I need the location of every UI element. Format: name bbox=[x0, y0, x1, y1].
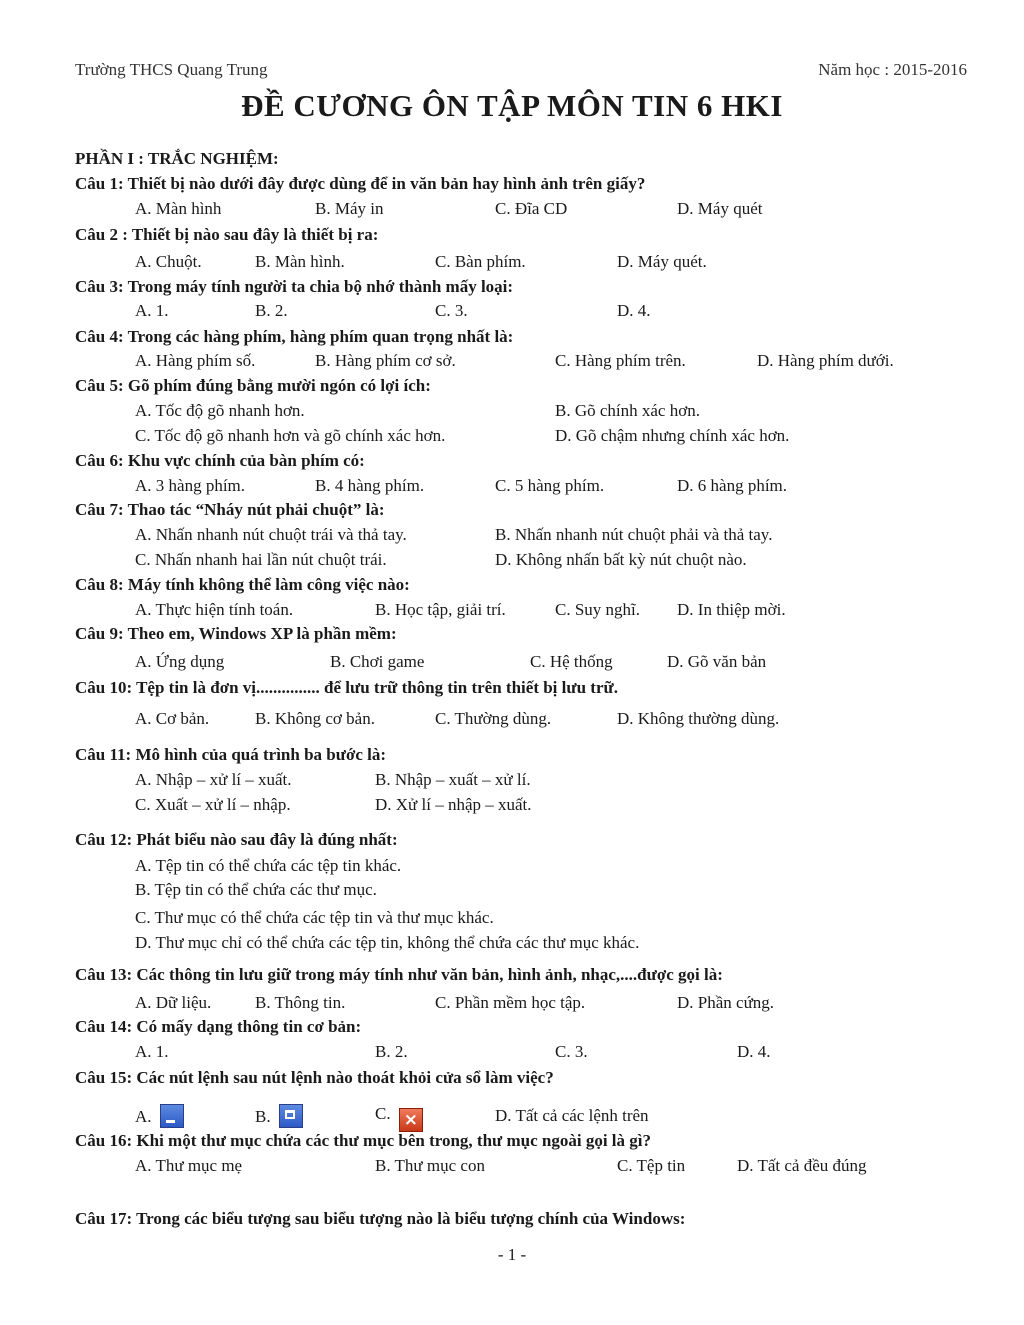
option-3c: C. 3. bbox=[435, 301, 468, 320]
option-1a: A. Màn hình bbox=[135, 199, 222, 218]
option-6b: B. 4 hàng phím. bbox=[315, 476, 425, 495]
option-15b bbox=[255, 1104, 303, 1128]
option-13b: B. Thông tin. bbox=[255, 993, 346, 1012]
option-12a: A. Tệp tin có thể chứa các tệp tin khác. bbox=[135, 856, 402, 875]
option-8d: D. In thiệp mời. bbox=[677, 600, 786, 619]
option-15b-label: B. bbox=[255, 1107, 271, 1126]
option-13c: C. Phần mềm học tập. bbox=[435, 993, 586, 1012]
option-8a: A. Thực hiện tính toán. bbox=[135, 600, 294, 619]
page-title: ĐỀ CƯƠNG ÔN TẬP MÔN TIN 6 HKI bbox=[241, 88, 783, 123]
option-15c bbox=[375, 1104, 423, 1132]
option-16d: D. Tất cả đều đúng bbox=[737, 1156, 867, 1175]
option-12d: D. Thư mục chỉ có thể chứa các tệp tin, không thể chứa các thư mục khác. bbox=[135, 933, 640, 952]
option-15c-label: C. bbox=[375, 1104, 391, 1123]
option-3a: A. 1. bbox=[135, 301, 169, 320]
question-5: Câu 5: Gõ phím đúng bằng mười ngón có lợi ích: bbox=[75, 376, 431, 395]
option-6c: C. 5 hàng phím. bbox=[495, 476, 605, 495]
school-name: Trường THCS Quang Trung bbox=[75, 60, 268, 79]
option-5a: A. Tốc độ gõ nhanh hơn. bbox=[135, 401, 305, 420]
page-number: - 1 - bbox=[497, 1245, 527, 1264]
option-6d: D. 6 hàng phím. bbox=[677, 476, 788, 495]
option-2b: B. Màn hình. bbox=[255, 252, 345, 271]
close-window-icon: × bbox=[399, 1108, 423, 1132]
option-5c: C. Tốc độ gõ nhanh hơn và gõ chính xác hơn. bbox=[135, 426, 446, 445]
option-14a: A. 1. bbox=[135, 1042, 169, 1061]
option-11b: B. Nhập – xuất – xử lí. bbox=[375, 770, 531, 789]
option-4b: B. Hàng phím cơ sở. bbox=[315, 351, 456, 370]
question-16: Câu 16: Khi một thư mục chứa các thư mục bên trong, thư mục ngoài gọi là gì? bbox=[75, 1131, 651, 1150]
option-8b: B. Học tập, giải trí. bbox=[375, 600, 506, 619]
option-15a-label: A. bbox=[135, 1107, 152, 1126]
option-12b: B. Tệp tin có thể chứa các thư mục. bbox=[135, 880, 377, 899]
option-14d: D. 4. bbox=[737, 1042, 771, 1061]
option-9c: C. Hệ thống bbox=[530, 652, 613, 671]
question-14: Câu 14: Có mấy dạng thông tin cơ bản: bbox=[75, 1017, 362, 1036]
question-8: Câu 8: Máy tính không thể làm công việc nào: bbox=[75, 575, 410, 594]
question-2: Câu 2 : Thiết bị nào sau đây là thiết bị ra: bbox=[75, 225, 379, 244]
option-1d: D. Máy quét bbox=[677, 199, 763, 218]
option-15a bbox=[135, 1104, 184, 1128]
question-6: Câu 6: Khu vực chính của bàn phím có: bbox=[75, 451, 365, 470]
question-12: Câu 12: Phát biểu nào sau đây là đúng nhất: bbox=[75, 830, 398, 849]
maximize-window-icon bbox=[279, 1104, 303, 1128]
option-10d: D. Không thường dùng. bbox=[617, 709, 780, 728]
option-4d: D. Hàng phím dưới. bbox=[757, 351, 894, 370]
option-14c: C. 3. bbox=[555, 1042, 588, 1061]
option-2c: C. Bàn phím. bbox=[435, 252, 526, 271]
option-5d: D. Gõ chậm nhưng chính xác hơn. bbox=[555, 426, 790, 445]
question-9: Câu 9: Theo em, Windows XP là phần mềm: bbox=[75, 624, 397, 643]
question-4: Câu 4: Trong các hàng phím, hàng phím quan trọng nhất là: bbox=[75, 327, 514, 346]
option-4a: A. Hàng phím số. bbox=[135, 351, 256, 370]
option-2a: A. Chuột. bbox=[135, 252, 202, 271]
option-7d: D. Không nhấn bất kỳ nút chuột nào. bbox=[495, 550, 747, 569]
option-16c: C. Tệp tin bbox=[617, 1156, 686, 1175]
question-3: Câu 3: Trong máy tính người ta chia bộ nhớ thành mấy loại: bbox=[75, 277, 514, 296]
option-8c: C. Suy nghĩ. bbox=[555, 600, 641, 619]
option-10b: B. Không cơ bản. bbox=[255, 709, 375, 728]
option-15d: D. Tất cả các lệnh trên bbox=[495, 1106, 649, 1125]
minimize-window-icon bbox=[160, 1104, 184, 1128]
option-9a: A. Ứng dụng bbox=[135, 652, 225, 671]
option-7a: A. Nhấn nhanh nút chuột trái và thả tay. bbox=[135, 525, 407, 544]
option-11d: D. Xử lí – nhập – xuất. bbox=[375, 795, 532, 814]
question-10: Câu 10: Tệp tin là đơn vị............... để lưu trữ thông tin trên thiết bị lưu trữ. bbox=[75, 678, 618, 697]
option-4c: C. Hàng phím trên. bbox=[555, 351, 686, 370]
option-16a: A. Thư mục mẹ bbox=[135, 1156, 243, 1175]
question-13: Câu 13: Các thông tin lưu giữ trong máy tính như văn bản, hình ảnh, nhạc,....được gọi là: bbox=[75, 965, 723, 984]
option-14b: B. 2. bbox=[375, 1042, 408, 1061]
question-15: Câu 15: Các nút lệnh sau nút lệnh nào thoát khỏi cửa sổ làm việc? bbox=[75, 1068, 554, 1087]
option-7b: B. Nhấn nhanh nút chuột phải và thả tay. bbox=[495, 525, 773, 544]
question-17: Câu 17: Trong các biểu tượng sau biểu tượng nào là biểu tượng chính của Windows: bbox=[75, 1209, 686, 1228]
option-16b: B. Thư mục con bbox=[375, 1156, 485, 1175]
option-11a: A. Nhập – xử lí – xuất. bbox=[135, 770, 292, 789]
option-1c: C. Đĩa CD bbox=[495, 199, 568, 218]
option-3d: D. 4. bbox=[617, 301, 651, 320]
section-heading: PHẦN I : TRẮC NGHIỆM: bbox=[75, 149, 279, 168]
option-13a: A. Dữ liệu. bbox=[135, 993, 212, 1012]
option-10c: C. Thường dùng. bbox=[435, 709, 552, 728]
question-7: Câu 7: Thao tác “Nháy nút phải chuột” là: bbox=[75, 500, 385, 519]
option-9d: D. Gõ văn bản bbox=[667, 652, 767, 671]
option-9b: B. Chơi game bbox=[330, 652, 425, 671]
option-3b: B. 2. bbox=[255, 301, 288, 320]
question-1: Câu 1: Thiết bị nào dưới đây được dùng để in văn bản hay hình ảnh trên giấy? bbox=[75, 174, 646, 193]
option-6a: A. 3 hàng phím. bbox=[135, 476, 246, 495]
question-11: Câu 11: Mô hình của quá trình ba bước là: bbox=[75, 745, 387, 764]
option-7c: C. Nhấn nhanh hai lần nút chuột trái. bbox=[135, 550, 387, 569]
option-12c: C. Thư mục có thể chứa các tệp tin và thư mục khác. bbox=[135, 908, 494, 927]
school-year: Năm học : 2015-2016 bbox=[818, 60, 967, 79]
option-10a: A. Cơ bản. bbox=[135, 709, 210, 728]
option-11c: C. Xuất – xử lí – nhập. bbox=[135, 795, 291, 814]
option-5b: B. Gõ chính xác hơn. bbox=[555, 401, 700, 420]
option-13d: D. Phần cứng. bbox=[677, 993, 775, 1012]
option-1b: B. Máy in bbox=[315, 199, 384, 218]
option-2d: D. Máy quét. bbox=[617, 252, 707, 271]
